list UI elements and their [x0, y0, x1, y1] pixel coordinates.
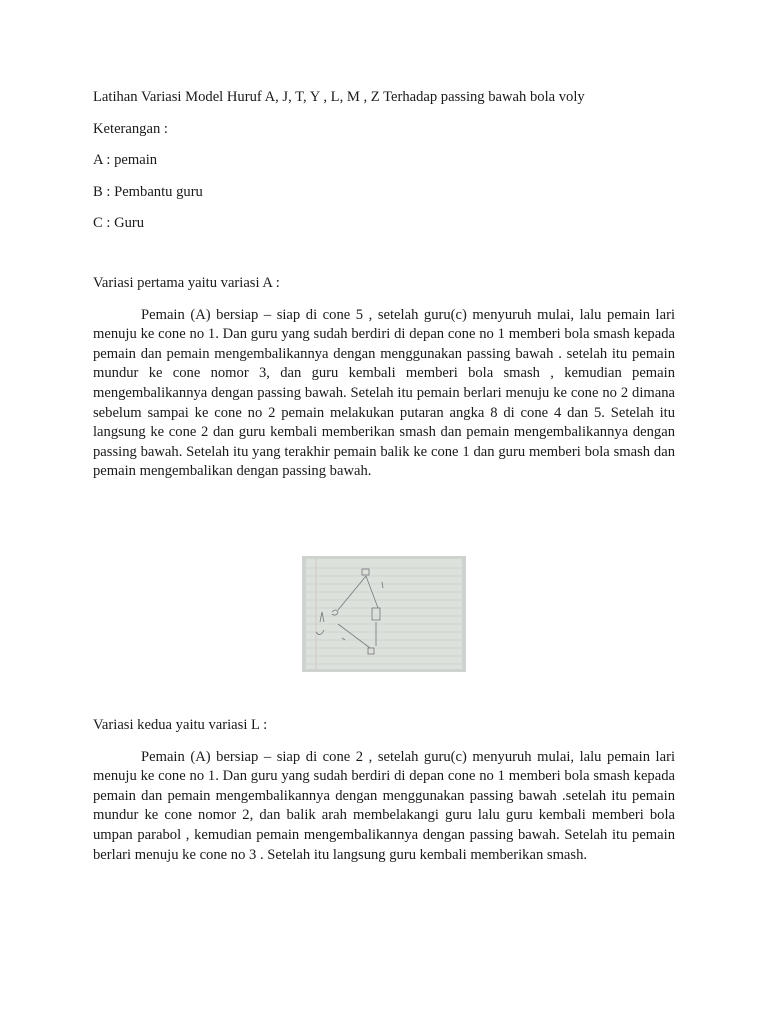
document-body: [93, 88, 675, 482]
section2-heading: Variasi kedua yaitu variasi L :: [93, 717, 268, 733]
section2-paragraph: Pemain (A) bersiap – siap di cone 2 , setelah guru(c) menyuruh mulai, lalu pemain lari menuju ke cone no 1. Dan guru yang sudah berdiri di depan cone no 1 memberi bola smash kepada pemain dan pemain mengembalikannya dengan menggunakan passing bawah .setelah itu pemain mundur ke cone nomor 2, dan balik arah membelakangi guru lalu guru kembali memberi bola umpan parabol , kemudian pemain mengembalikannya dengan passing bawah. Setelah itu pemain berlari menuju ke cone no 3 . Setelah itu langsung guru kembali memberikan smash.: [93, 748, 675, 863]
legend-item-c: C : Guru: [93, 215, 145, 232]
document-title: Latihan Variasi Model Huruf A, J, T, Y , L, M , Z Terhadap passing bawah bola voly: [93, 89, 585, 105]
diagram-photo: [302, 556, 466, 672]
legend-item-b: B : Pembantu guru: [93, 183, 203, 200]
section1-heading: Variasi pertama yaitu variasi A :: [93, 274, 280, 291]
section1-paragraph: Pemain (A) bersiap – siap di cone 5 , setelah guru(c) menyuruh mulai, lalu pemain lari menuju ke cone no 1. Dan guru yang sudah berdiri di depan cone no 1 memberi bola smash kepada pemain dan pemain mengembalikannya dengan menggunakan passing bawah . setelah itu pemain mundur ke cone nomor 3, dan guru kembali memberi bola smash , kemudian pemain mengembalikannya dengan passing bawah. Setelah itu pemain berlari menuju ke cone no 2 dimana sebelum sampai ke cone no 2 pemain melakukan putaran angka 8 di cone 4 dan 5. Setelah itu langsung ke cone 2 dan guru kembali memberikan smash dan pemain mengembalikannya dengan passing bawah. Setelah itu yang terakhir pemain balik ke cone 1 dan guru memberi bola smash dan pemain mengembalikan dengan passing bawah.: [93, 306, 675, 480]
sketch-image: [302, 556, 466, 672]
legend-item-a: A : pemain: [93, 152, 158, 169]
section2: [93, 716, 675, 865]
notebook-page: [306, 559, 462, 669]
keterangan-label: Keterangan :: [93, 120, 168, 137]
